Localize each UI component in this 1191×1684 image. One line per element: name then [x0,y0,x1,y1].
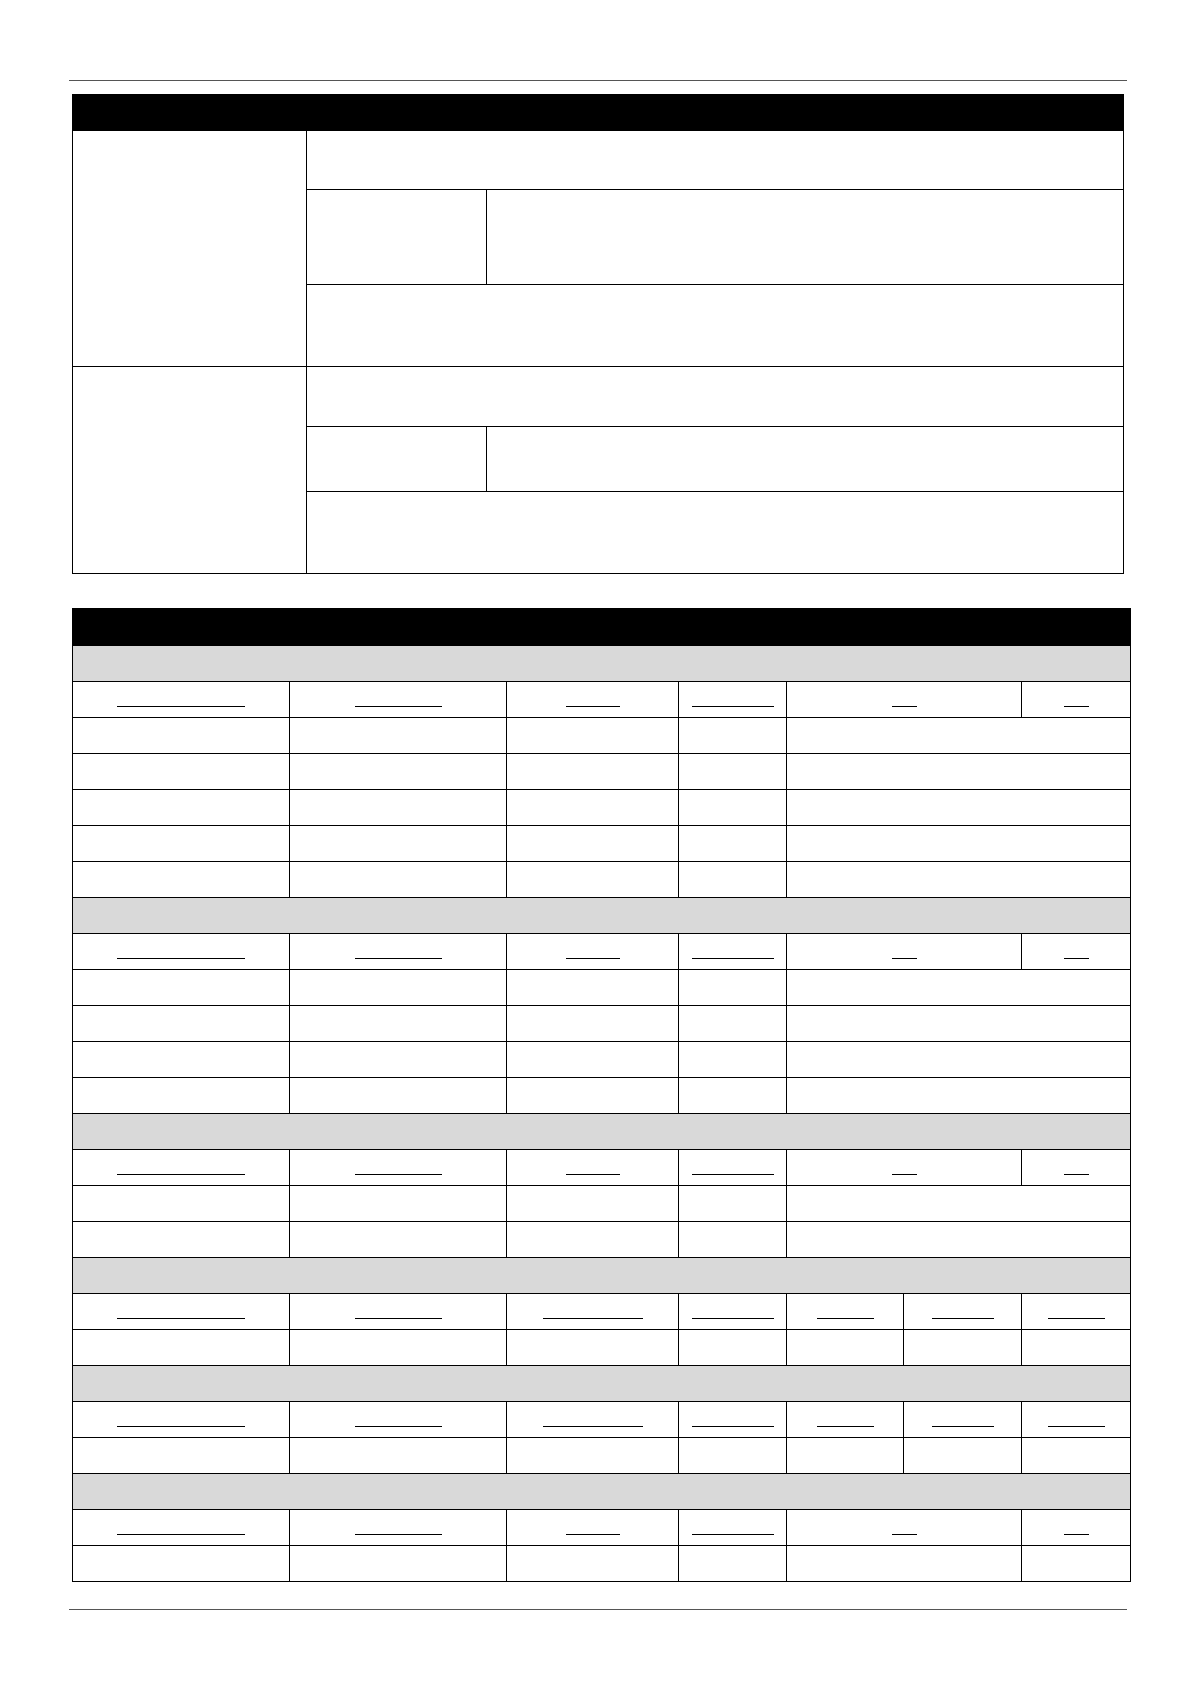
column-heading-blank [817,1318,874,1319]
table-cell[interactable] [73,1186,290,1222]
table-cell[interactable] [787,790,1131,826]
column-heading-blank [817,1426,874,1427]
section-header [73,1366,1131,1402]
column-heading-blank [692,706,774,707]
table-cell[interactable] [679,1006,787,1042]
footer-rule [69,1609,1127,1610]
table-cell[interactable] [73,862,290,898]
column-heading [679,934,787,970]
table-cell[interactable] [679,1438,787,1474]
column-heading [507,1294,679,1330]
column-heading-blank [892,706,917,707]
column-heading [73,1402,290,1438]
table-cell[interactable] [507,1438,679,1474]
column-heading-blank [355,706,442,707]
table-cell[interactable] [679,754,787,790]
details-table-header [73,95,1124,131]
table-cell[interactable] [507,1330,679,1366]
column-heading-blank [1064,1534,1089,1535]
column-heading-blank [1064,958,1089,959]
section-header [73,1258,1131,1294]
details-field[interactable] [307,285,1124,367]
column-heading-blank [355,1426,442,1427]
column-heading [290,1510,507,1546]
table-cell[interactable] [1022,1330,1131,1366]
table-cell[interactable] [507,754,679,790]
table-cell[interactable] [787,862,1131,898]
column-heading-blank [1064,706,1089,707]
details-label-cell-1 [73,131,307,367]
table-cell[interactable] [73,1330,290,1366]
section-header [73,646,1131,682]
column-heading-blank [892,1534,917,1535]
column-heading [1022,934,1131,970]
section-header [73,1114,1131,1150]
column-heading [679,1294,787,1330]
column-heading [787,1510,1022,1546]
column-heading-blank [117,1534,245,1535]
table-cell[interactable] [507,1078,679,1114]
column-heading-blank [692,1318,774,1319]
column-heading [679,1402,787,1438]
column-heading-blank [117,1174,245,1175]
table-cell[interactable] [290,970,507,1006]
column-heading [73,934,290,970]
table-cell[interactable] [73,1546,290,1582]
column-heading-blank [355,1174,442,1175]
column-heading-blank [692,1534,774,1535]
column-heading-blank [117,1318,245,1319]
header-rule [69,80,1127,81]
table-cell[interactable] [290,1078,507,1114]
table-cell[interactable] [507,826,679,862]
column-heading [290,682,507,718]
column-heading [507,682,679,718]
table-cell[interactable] [73,1042,290,1078]
column-heading [290,1294,507,1330]
table-cell[interactable] [290,1546,507,1582]
table-cell[interactable] [290,1438,507,1474]
table-cell[interactable] [679,1078,787,1114]
column-heading [1022,1510,1131,1546]
table-cell[interactable] [290,1330,507,1366]
column-heading [290,934,507,970]
details-field[interactable] [307,367,1124,427]
table-cell[interactable] [73,718,290,754]
table-cell[interactable] [679,826,787,862]
column-heading [290,1150,507,1186]
column-heading-blank [692,1426,774,1427]
column-heading-blank [692,1174,774,1175]
table-cell[interactable] [290,754,507,790]
column-heading [507,1402,679,1438]
column-heading-blank [932,1426,994,1427]
table-cell[interactable] [290,1042,507,1078]
table-cell[interactable] [507,1546,679,1582]
column-heading [787,1294,904,1330]
column-heading-blank [355,958,442,959]
table-cell[interactable] [787,1330,904,1366]
table-cell[interactable] [1022,1546,1131,1582]
column-heading-blank [566,1174,620,1175]
details-label-cell-2 [73,367,307,574]
column-heading [787,1402,904,1438]
details-table [72,94,1124,574]
table-cell[interactable] [290,718,507,754]
column-heading-blank [117,706,245,707]
column-heading [787,682,1022,718]
table-cell[interactable] [507,862,679,898]
table-cell[interactable] [679,1186,787,1222]
column-heading-blank [566,1534,620,1535]
column-heading [73,1294,290,1330]
column-heading [1022,1294,1131,1330]
table-cell[interactable] [787,970,1131,1006]
table-cell[interactable] [679,1222,787,1258]
column-heading [290,1402,507,1438]
table-cell[interactable] [73,754,290,790]
column-heading-blank [932,1318,994,1319]
table-cell[interactable] [679,718,787,754]
table-cell[interactable] [787,1186,1131,1222]
column-heading [507,1150,679,1186]
column-heading [73,682,290,718]
table-cell[interactable] [73,1222,290,1258]
column-heading [679,1150,787,1186]
table-cell[interactable] [787,1546,1022,1582]
column-heading-blank [117,958,245,959]
table-cell[interactable] [507,718,679,754]
column-heading-blank [355,1534,442,1535]
table-cell[interactable] [787,826,1131,862]
column-heading [1022,1402,1131,1438]
column-heading [73,1510,290,1546]
column-heading-blank [1048,1426,1105,1427]
column-heading-blank [892,958,917,959]
table-cell[interactable] [507,970,679,1006]
column-heading [787,934,1022,970]
table-cell[interactable] [787,1006,1131,1042]
table-cell[interactable] [787,718,1131,754]
table-cell[interactable] [904,1330,1022,1366]
table-cell[interactable] [679,970,787,1006]
section-header [73,1474,1131,1510]
table-cell[interactable] [73,1438,290,1474]
column-heading-blank [566,706,620,707]
column-heading [1022,682,1131,718]
table-cell[interactable] [507,1042,679,1078]
table-cell[interactable] [507,790,679,826]
table-cell[interactable] [290,790,507,826]
table-cell[interactable] [73,826,290,862]
column-heading-blank [692,958,774,959]
table-cell[interactable] [290,1006,507,1042]
table-cell[interactable] [787,1438,904,1474]
column-heading [787,1150,1022,1186]
column-heading-blank [1064,1174,1089,1175]
table-cell[interactable] [290,826,507,862]
table-cell[interactable] [787,1222,1131,1258]
table-cell[interactable] [73,1006,290,1042]
column-heading-blank [1048,1318,1105,1319]
details-field[interactable] [487,190,1124,285]
details-sublabel-cell [307,427,487,492]
section-header [73,898,1131,934]
table-cell[interactable] [73,1078,290,1114]
column-heading-blank [117,1426,245,1427]
table-cell[interactable] [73,970,290,1006]
column-heading [507,934,679,970]
table-cell[interactable] [507,1222,679,1258]
table-cell[interactable] [787,1078,1131,1114]
details-field[interactable] [487,427,1124,492]
table-cell[interactable] [679,1546,787,1582]
table-cell[interactable] [73,790,290,826]
table-cell[interactable] [290,1186,507,1222]
table-cell[interactable] [1022,1438,1131,1474]
table-cell[interactable] [904,1438,1022,1474]
column-heading-blank [543,1318,643,1319]
table-cell[interactable] [679,862,787,898]
column-heading [679,1510,787,1546]
table-cell[interactable] [507,1186,679,1222]
table-cell[interactable] [787,754,1131,790]
column-heading [507,1510,679,1546]
records-table-header [73,609,1131,646]
table-cell[interactable] [679,1330,787,1366]
details-field[interactable] [307,131,1124,190]
table-cell[interactable] [290,862,507,898]
table-cell[interactable] [507,1006,679,1042]
table-cell[interactable] [679,790,787,826]
column-heading [1022,1150,1131,1186]
table-cell[interactable] [787,1042,1131,1078]
records-table [72,608,1131,1582]
table-cell[interactable] [679,1042,787,1078]
column-heading-blank [355,1318,442,1319]
column-heading [679,682,787,718]
details-field[interactable] [307,492,1124,574]
details-sublabel-cell [307,190,487,285]
column-heading [73,1150,290,1186]
column-heading-blank [566,958,620,959]
column-heading [904,1402,1022,1438]
table-cell[interactable] [290,1222,507,1258]
column-heading-blank [543,1426,643,1427]
column-heading [904,1294,1022,1330]
column-heading-blank [892,1174,917,1175]
